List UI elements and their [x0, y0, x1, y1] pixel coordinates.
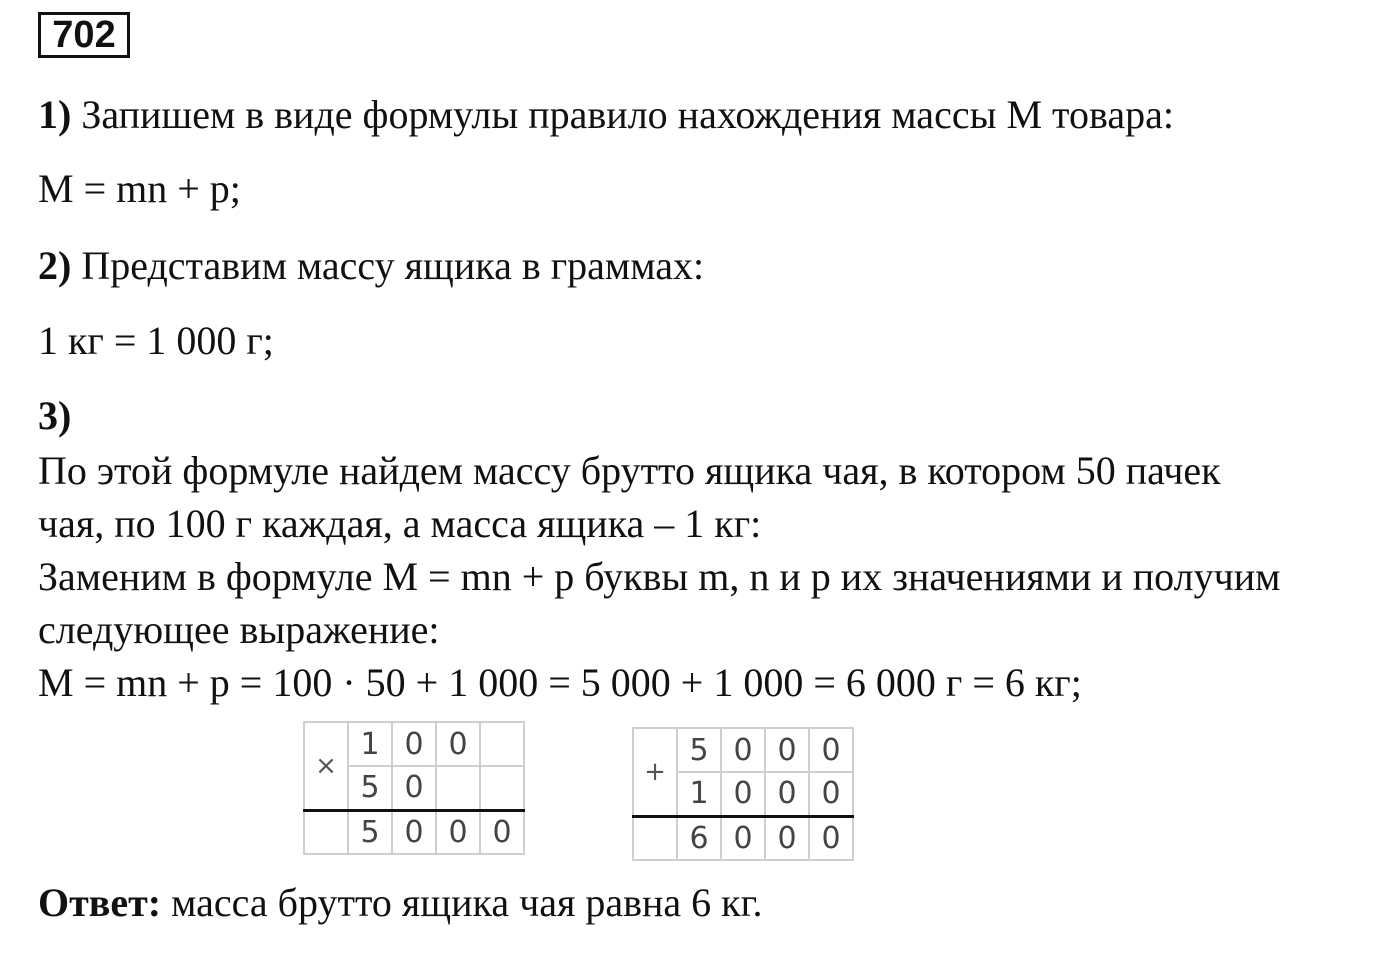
add-cell: 0	[765, 772, 809, 816]
step1-label: 1)	[38, 92, 72, 137]
add-cell: 5	[677, 728, 721, 772]
add-cell: 0	[809, 728, 853, 772]
step2-text	[38, 243, 704, 289]
multiplication-column	[303, 721, 525, 855]
add-cell: 0	[765, 728, 809, 772]
step3-label: 3)	[38, 393, 72, 438]
step3-line-5: M = mn + p = 100 · 50 + 1 000 = 5 000 + 1 000 = 6 000 г = 6 кг;	[38, 660, 1082, 705]
mult-cell	[480, 766, 524, 810]
mult-cell	[436, 766, 480, 810]
mult-cell	[480, 722, 524, 766]
step1-description: Запишем в виде формулы правило нахождения массы М товара:	[71, 92, 1174, 137]
answer-label: Ответ:	[38, 880, 162, 925]
step1-formula: M = mn + p;	[38, 166, 241, 211]
add-cell: 0	[721, 728, 765, 772]
answer	[38, 880, 762, 926]
step3-paragraph	[38, 444, 1368, 709]
mult-cell: 0	[392, 810, 436, 854]
mult-cell: 1	[348, 722, 392, 766]
plus-sign: +	[633, 728, 677, 816]
step3-line-4: следующее выражение:	[38, 607, 440, 652]
mult-cell: 5	[348, 810, 392, 854]
add-cell: 0	[809, 816, 853, 860]
add-cell: 1	[677, 772, 721, 816]
problem-number: 702	[38, 12, 130, 58]
mult-cell: 0	[392, 722, 436, 766]
add-cell: 6	[677, 816, 721, 860]
step3-line-2: чая, по 100 г каждая, а масса ящика – 1 кг:	[38, 501, 762, 546]
add-cell: 0	[765, 816, 809, 860]
step3-line-3: Заменим в формуле M = mn + p буквы m, n и p их значениями и получим	[38, 554, 1281, 599]
add-cell: 0	[721, 772, 765, 816]
step2-label: 2)	[38, 243, 72, 288]
addition-column	[632, 727, 854, 861]
add-cell	[633, 816, 677, 860]
mult-cell	[304, 810, 348, 854]
mult-cell: 0	[392, 766, 436, 810]
step1-text	[38, 92, 1174, 138]
step2-description: Представим массу ящика в граммах:	[71, 243, 705, 288]
answer-text: масса брутто ящика чая равна 6 кг.	[161, 880, 763, 925]
mult-cell: 0	[480, 810, 524, 854]
add-cell: 0	[809, 772, 853, 816]
step3-line-1: По этой формуле найдем массу брутто ящика чая, в котором 50 пачек	[38, 448, 1221, 493]
add-cell: 0	[721, 816, 765, 860]
step2-formula: 1 кг = 1 000 г;	[38, 318, 274, 363]
multiply-sign: ×	[304, 722, 348, 810]
mult-cell: 0	[436, 722, 480, 766]
mult-cell: 5	[348, 766, 392, 810]
mult-cell: 0	[436, 810, 480, 854]
